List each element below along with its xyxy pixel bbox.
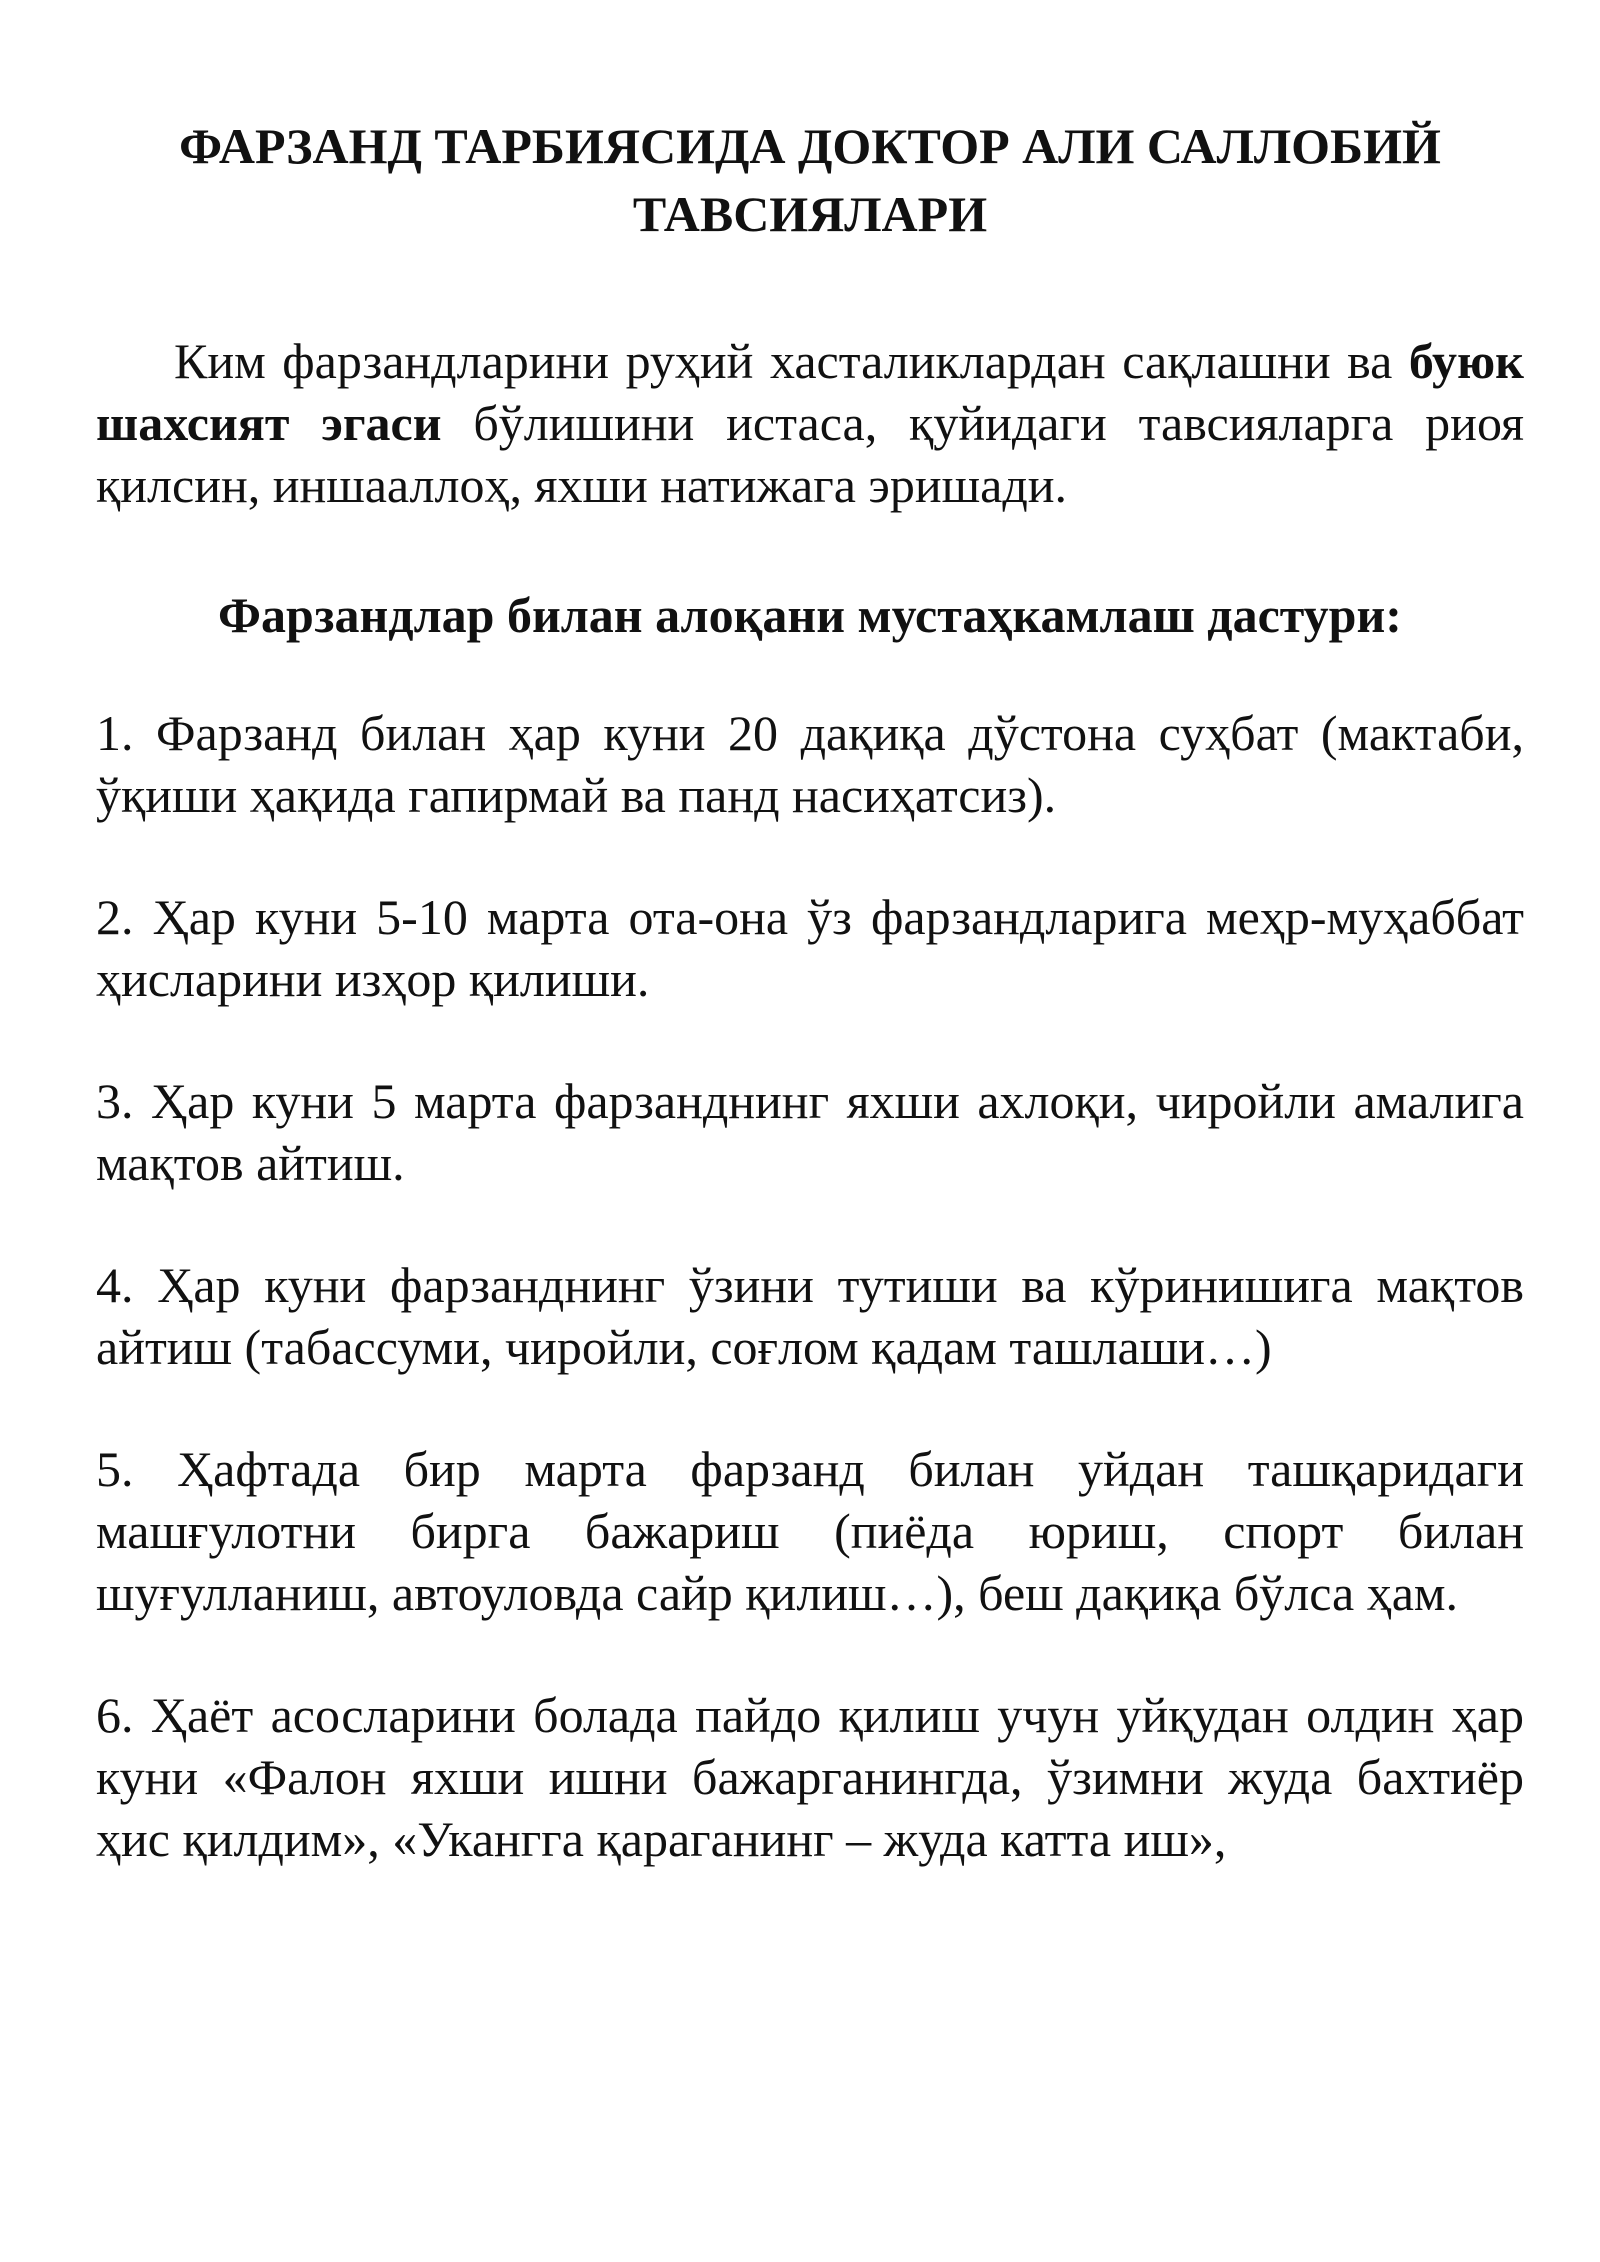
intro-bold-phrase: буюк шахсият эгаси [96, 333, 1524, 451]
title-line-2: ТАВСИЯЛАРИ [632, 186, 988, 242]
list-item-1: 1. Фарзанд билан ҳар куни 20 дақиқа дўстона суҳбат (мактаби, ўқиши ҳақида гапирмай ва панд насиҳатсиз). [96, 705, 1524, 823]
document-body [96, 112, 1524, 1870]
list-item-5: 5. Ҳафтада бир марта фарзанд билан уйдан ташқаридаги машғулотни бирга бажариш (пиёда юриш, спорт билан шуғулланиш, автоуловда сайр қилиш…), беш дақиқа бўлса ҳам. [96, 1441, 1524, 1621]
intro-paragraph [96, 330, 1524, 516]
intro-text-start: Ким фарзандларини руҳий хасталиклардан сақлашни ва [174, 333, 1409, 389]
list-item-4: 4. Ҳар куни фарзанднинг ўзини тутиши ва кўринишига мақтов айтиш (табассуми, чиройли, соғлом қадам ташлаши…) [96, 1257, 1524, 1375]
list-item-3: 3. Ҳар куни 5 марта фарзанднинг яхши ахлоқи, чиройли амалига мақтов айтиш. [96, 1073, 1524, 1191]
page-title [96, 112, 1524, 248]
intro-text-end: бўлишини истаса, қуйидаги тавсияларга риоя қилсин, иншааллоҳ, яхши натижага эришади. [96, 395, 1524, 513]
section-heading: Фарзандлар билан алоқани мустаҳкамлаш дастури: [218, 587, 1402, 643]
list-item-2: 2. Ҳар куни 5-10 марта ота-она ўз фарзандларига меҳр-муҳаббат ҳисларини изҳор қилиши. [96, 889, 1524, 1007]
list-item-6: 6. Ҳаёт асосларини болада пайдо қилиш учун уйқудан олдин ҳар куни «Фалон яхши ишни бажарганингда, ўзимни жуда бахтиёр ҳис қилдим», «Укангга қараганинг – жуда катта иш», [96, 1687, 1524, 1867]
title-line-1: ФАРЗАНД ТАРБИЯСИДА ДОКТОР АЛИ САЛЛОБИЙ [179, 118, 1441, 174]
